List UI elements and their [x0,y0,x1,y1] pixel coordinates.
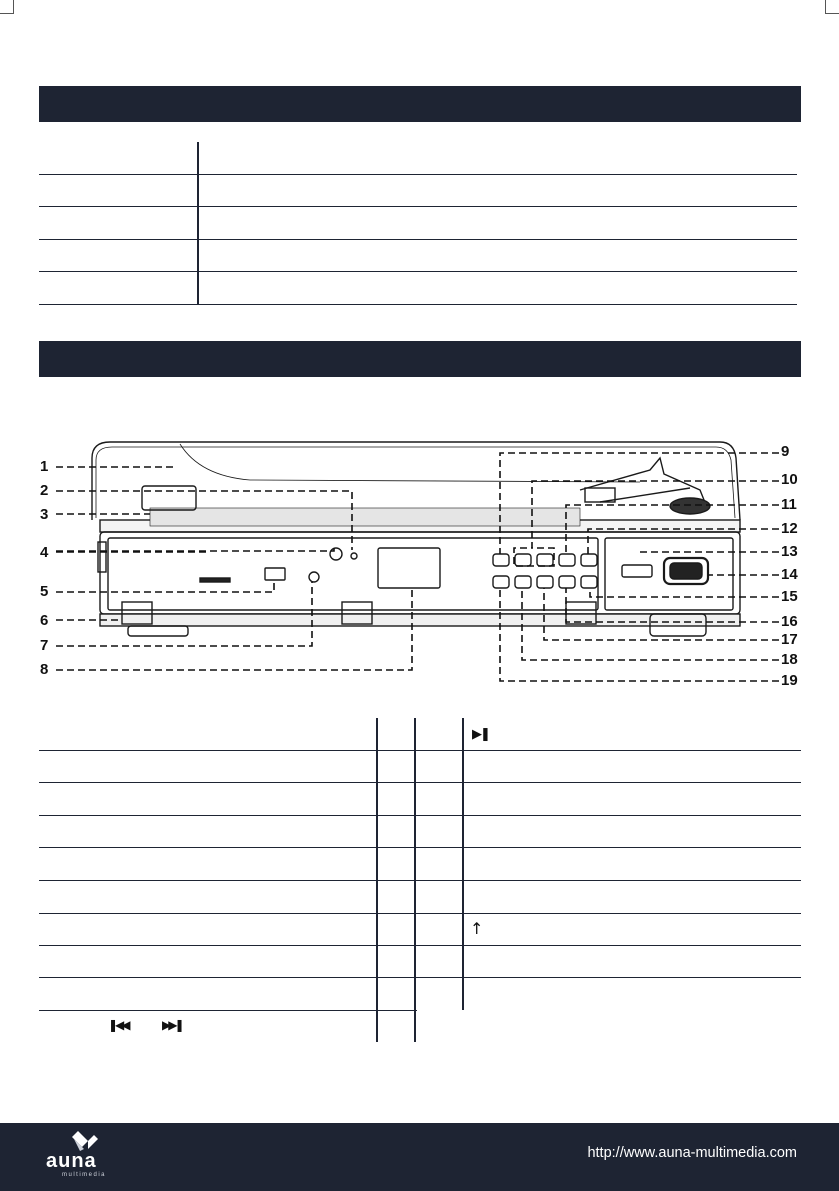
callout-10: 10 [781,471,798,488]
callout-9: 9 [781,443,790,460]
table-row [39,913,801,914]
crop-mark-top-right [825,0,839,14]
table-column-divider [414,718,416,1042]
table-row [39,750,801,751]
table-row [39,142,797,175]
callout-7: 7 [40,637,49,654]
callout-6: 6 [40,612,49,629]
table-row [39,782,801,783]
table-row [39,272,797,305]
table-column-divider [462,718,464,1010]
callout-4: 4 [40,544,49,561]
callout-12: 12 [781,520,798,537]
callout-18: 18 [781,651,798,668]
callout-19: 19 [781,672,798,689]
skip-back-icon: ❚◀◀ [108,1018,128,1032]
callout-13: 13 [781,543,798,560]
table-row [39,1010,417,1011]
table-row [39,175,797,208]
table-row [39,207,797,240]
table-row [39,945,801,946]
callout-11: 11 [781,496,797,513]
table-column-divider [376,718,378,1042]
crop-mark-top-left [0,0,14,14]
table-column-divider [197,142,199,304]
callout-3: 3 [40,506,49,523]
callout-8: 8 [40,661,49,678]
callout-16: 16 [781,613,798,630]
footer-url-link[interactable]: http://www.auna-multimedia.com [587,1145,797,1161]
section-header-band-specifications [39,86,801,122]
play-pause-icon: ▶❚ [472,727,489,742]
device-diagram [0,430,839,700]
specifications-table [39,142,797,304]
up-arrow-icon: ↑ [470,919,484,938]
callout-15: 15 [781,588,798,605]
table-row [39,240,797,273]
brand-subtitle: multimedia [62,1172,107,1178]
callout-5: 5 [40,583,49,600]
skip-forward-icon: ▶▶❚ [162,1018,182,1032]
controls-legend-table [39,718,801,1044]
table-row [39,847,801,848]
callout-14: 14 [781,566,798,583]
table-row [39,977,801,978]
section-header-band-overview [39,341,801,377]
callout-17: 17 [781,631,798,648]
turntable-illustration [0,430,839,700]
brand-name: auna [46,1150,97,1172]
callout-2: 2 [40,482,49,499]
table-row [39,880,801,881]
table-row [39,815,801,816]
callout-1: 1 [40,458,49,475]
